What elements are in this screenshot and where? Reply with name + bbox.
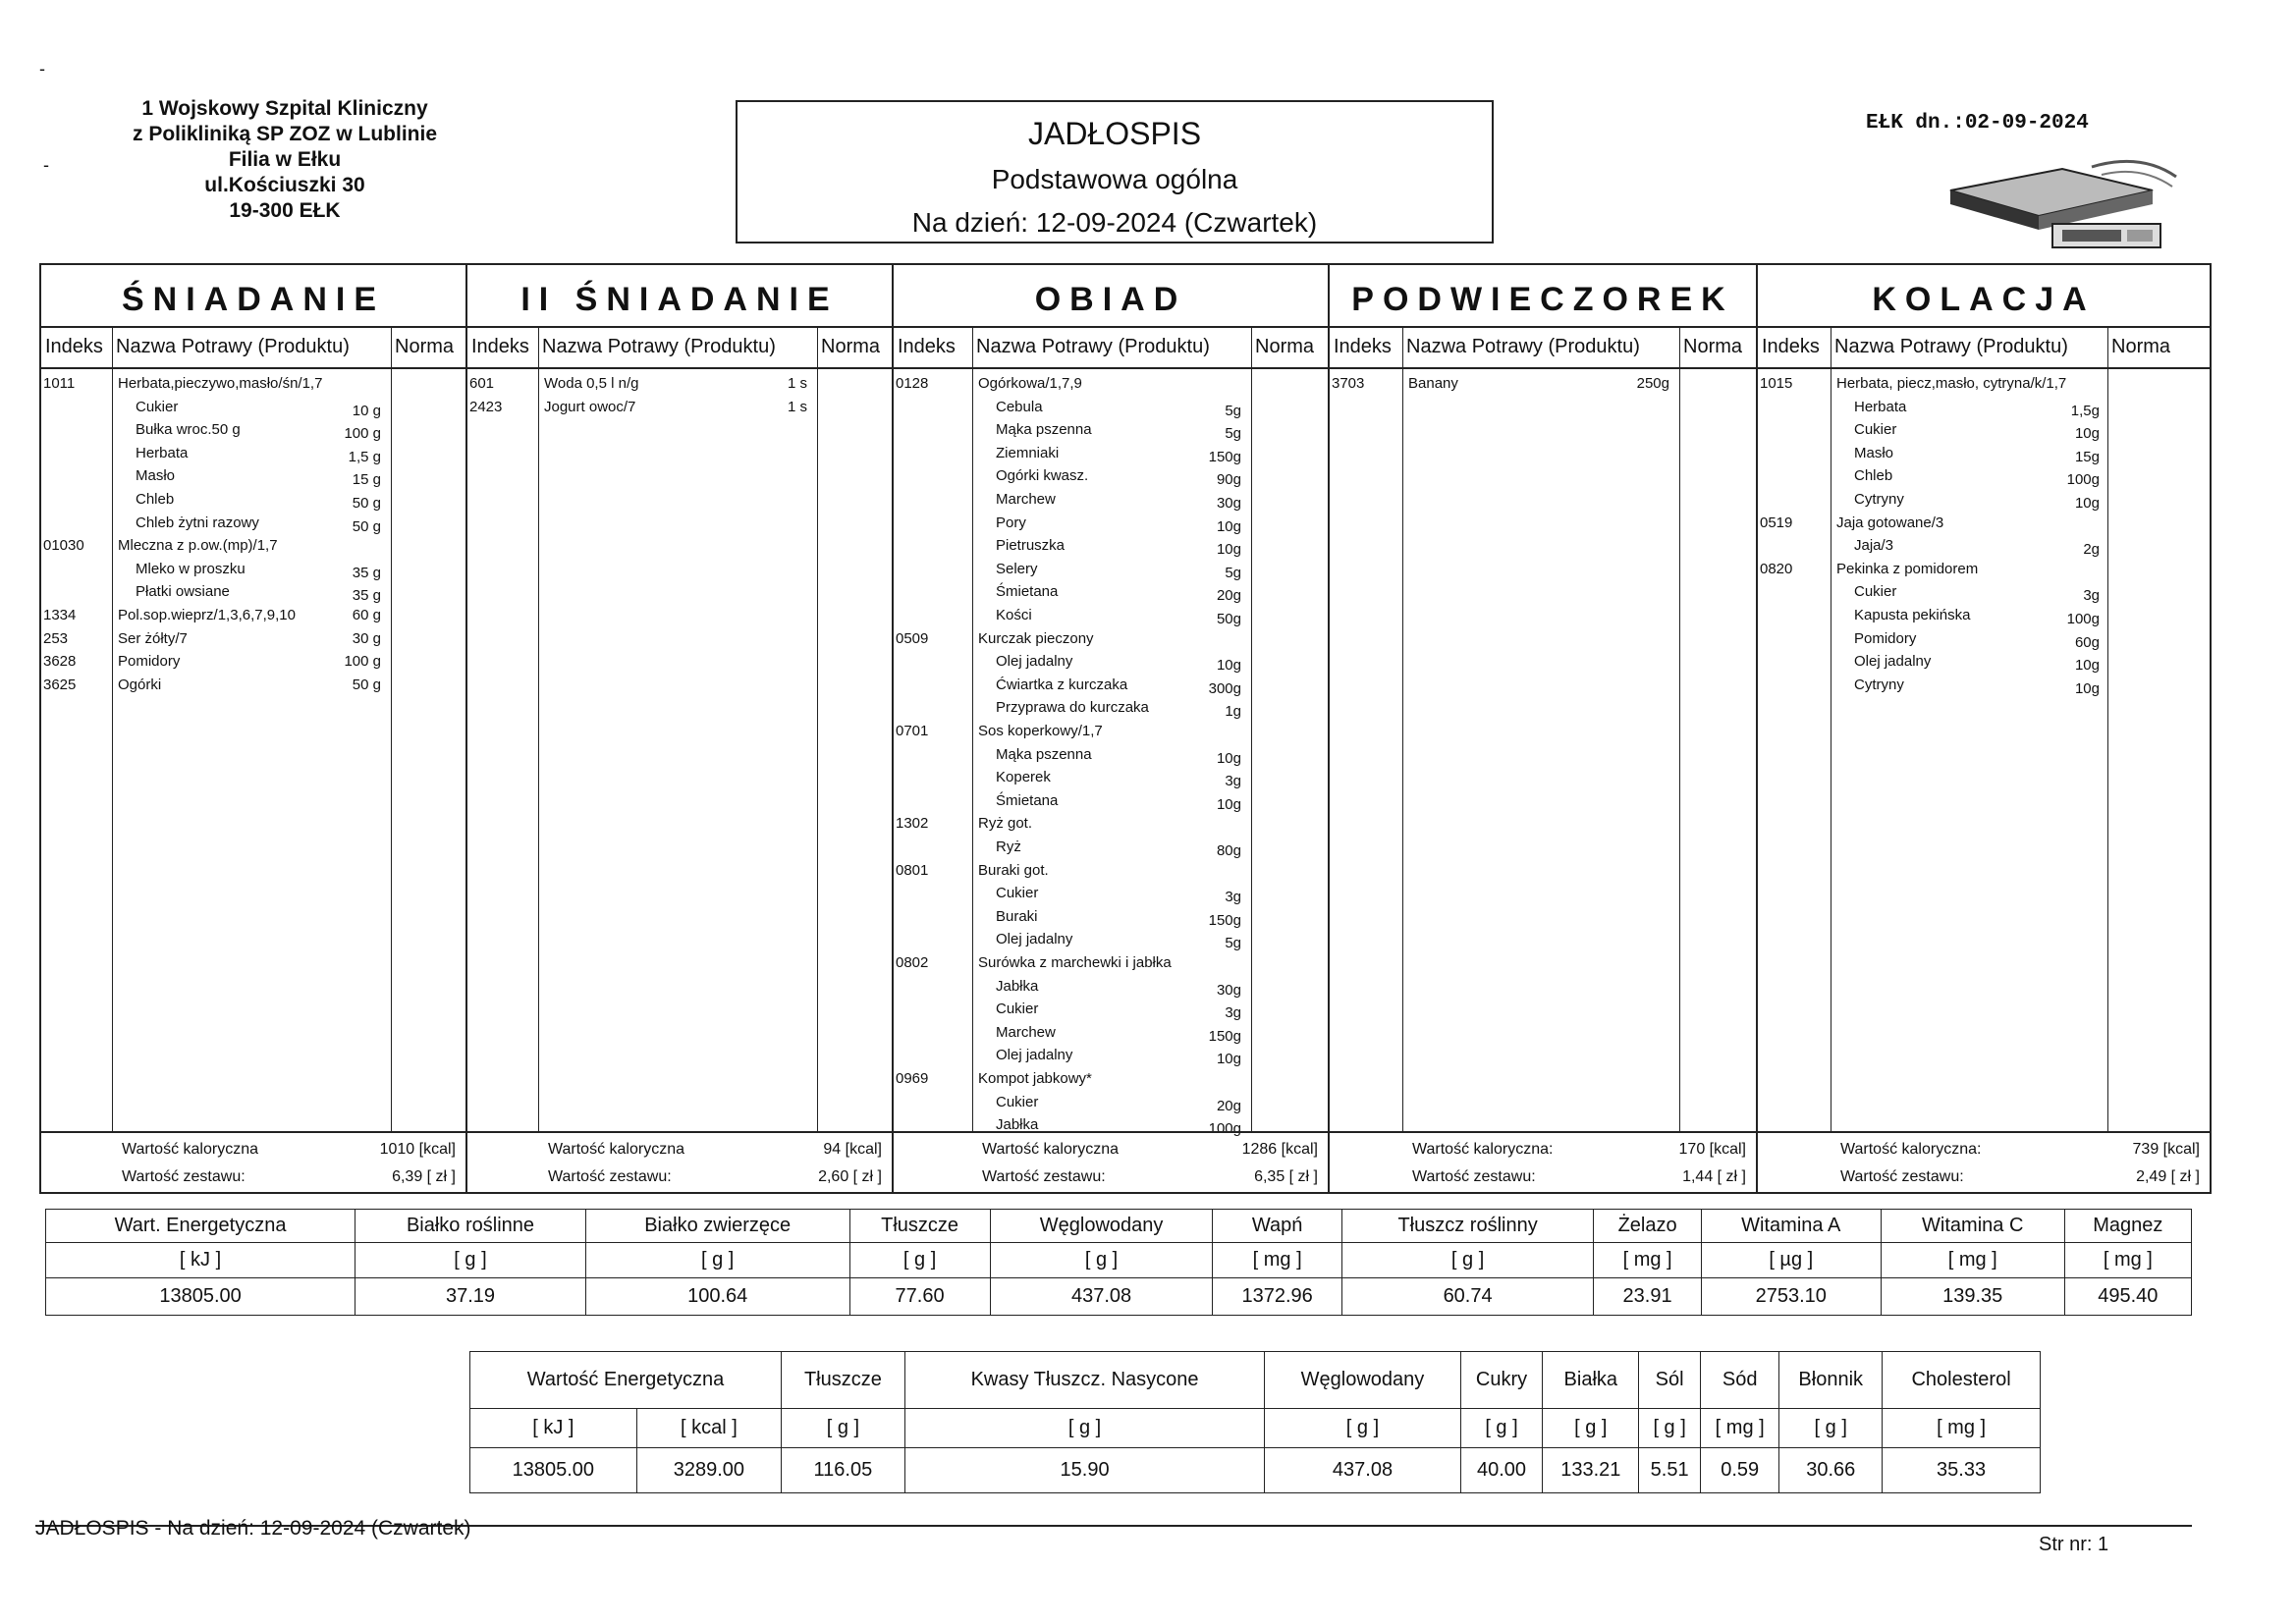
nutrition-cell: Żelazo bbox=[1594, 1210, 1701, 1243]
item-index: 601 bbox=[469, 375, 495, 392]
nutrition-cell: [ kJ ] bbox=[470, 1409, 637, 1448]
item-norm: 15 g bbox=[352, 471, 381, 489]
item-name: Jabłka bbox=[996, 977, 1039, 995]
item-name: Cukier bbox=[996, 1093, 1039, 1110]
item-name: Jaja gotowane/3 bbox=[1836, 514, 1944, 531]
summary-cost: 2,60 [ zł ] bbox=[818, 1168, 882, 1185]
item-name: Cukier bbox=[996, 885, 1039, 902]
hospital-line: z Polikliniką SP ZOZ w Lublinie bbox=[133, 123, 437, 145]
column-headers bbox=[1758, 326, 2210, 369]
meal-title: OBIAD bbox=[894, 265, 1328, 328]
item-name: Olej jadalny bbox=[996, 653, 1073, 671]
nutrition-cell: 3289.00 bbox=[636, 1448, 781, 1493]
column-header-index: Indeks bbox=[1762, 336, 1820, 357]
nutrition-cell: 437.08 bbox=[990, 1278, 1213, 1316]
meal-column bbox=[1330, 265, 1758, 1192]
print-date: EŁK dn.:02-09-2024 bbox=[1866, 112, 2089, 135]
column-headers bbox=[467, 326, 892, 369]
column-headers bbox=[1330, 326, 1756, 369]
item-name: Kompot jabkowy* bbox=[978, 1070, 1092, 1087]
nutrition-cell: [ mg ] bbox=[1213, 1243, 1341, 1278]
item-name: Marchew bbox=[996, 1023, 1056, 1041]
summary-kcal: 739 [kcal] bbox=[2132, 1141, 2200, 1158]
nutrition-cell: [ mg ] bbox=[1594, 1243, 1701, 1278]
nutrition-cell: Tłuszcze bbox=[782, 1352, 905, 1409]
item-name: Ćwiartka z kurczaka bbox=[996, 676, 1128, 693]
nutrition-cell: 495.40 bbox=[2064, 1278, 2191, 1316]
item-norm: 3g bbox=[1225, 1004, 1241, 1022]
item-index: 0801 bbox=[896, 861, 929, 879]
item-norm: 20g bbox=[1216, 587, 1241, 605]
nutrition-cell: Kwasy Tłuszcz. Nasycone bbox=[904, 1352, 1265, 1409]
item-norm: 30g bbox=[1216, 495, 1241, 512]
item-name: Bułka wroc.50 g bbox=[136, 421, 241, 439]
nutrition-cell: Błonnik bbox=[1779, 1352, 1883, 1409]
item-norm: 150g bbox=[1208, 1027, 1241, 1045]
item-name: Cebula bbox=[996, 398, 1043, 415]
item-index: 1015 bbox=[1760, 375, 1793, 392]
nutrition-cell: [ g ] bbox=[355, 1243, 586, 1278]
column-divider bbox=[1251, 326, 1252, 1131]
meal-title: KOLACJA bbox=[1758, 265, 2210, 328]
item-norm: 10g bbox=[2074, 679, 2100, 697]
item-norm: 10g bbox=[1216, 517, 1241, 535]
nutrition-cell: 13805.00 bbox=[46, 1278, 355, 1316]
item-name: Ryż got. bbox=[978, 815, 1033, 833]
item-index: 0802 bbox=[896, 954, 929, 971]
item-norm: 1 s bbox=[787, 375, 807, 392]
meal-title: II ŚNIADANIE bbox=[467, 265, 892, 328]
nutrition-cell: [ mg ] bbox=[1881, 1243, 2064, 1278]
title-box bbox=[736, 100, 1494, 243]
item-name: Masło bbox=[1854, 444, 1894, 461]
summary-kcal: 94 [kcal] bbox=[823, 1141, 882, 1158]
item-index: 1011 bbox=[43, 375, 76, 392]
nutrition-cell: [ g ] bbox=[849, 1243, 990, 1278]
nutrition-cell: Białko roślinne bbox=[355, 1210, 586, 1243]
column-divider bbox=[817, 326, 818, 1131]
column-header-name: Nazwa Potrawy (Produktu) bbox=[116, 336, 350, 357]
nutrition-cell: 40.00 bbox=[1460, 1448, 1543, 1493]
summary-kcal-label: Wartość kaloryczna bbox=[122, 1141, 258, 1158]
column-header-index: Indeks bbox=[1334, 336, 1392, 357]
item-name: Selery bbox=[996, 560, 1038, 577]
nutrition-cell: [ mg ] bbox=[2064, 1243, 2191, 1278]
item-name: Mąka pszenna bbox=[996, 745, 1092, 763]
item-norm: 50g bbox=[1216, 611, 1241, 627]
item-norm: 60 g bbox=[352, 607, 381, 623]
item-norm: 10g bbox=[2074, 657, 2100, 675]
nutrition-cell: 2753.10 bbox=[1701, 1278, 1881, 1316]
item-index: 1302 bbox=[896, 815, 929, 833]
item-norm: 10g bbox=[1216, 541, 1241, 559]
item-norm: 1,5g bbox=[2070, 402, 2100, 419]
nutrition-cell: [ kJ ] bbox=[46, 1243, 355, 1278]
item-index: 253 bbox=[43, 629, 69, 647]
summary-cost-label: Wartość zestawu: bbox=[982, 1168, 1106, 1185]
nutrition-cell: [ g ] bbox=[1639, 1409, 1701, 1448]
item-norm: 10g bbox=[1216, 1051, 1241, 1068]
item-norm: 30g bbox=[1216, 981, 1241, 999]
item-norm: 3g bbox=[1225, 889, 1241, 906]
nutrition-cell: 77.60 bbox=[849, 1278, 990, 1316]
summary-kcal-label: Wartość kaloryczna: bbox=[1840, 1141, 1982, 1158]
summary-kcal: 1286 [kcal] bbox=[1241, 1141, 1318, 1158]
item-name: Jaja/3 bbox=[1854, 537, 1894, 555]
column-header-norm: Norma bbox=[1255, 336, 1315, 357]
item-norm: 50 g bbox=[352, 495, 381, 512]
item-name: Cukier bbox=[1854, 583, 1897, 601]
meal-summary bbox=[1758, 1131, 2210, 1194]
column-divider bbox=[391, 326, 392, 1131]
item-norm: 5g bbox=[1225, 564, 1241, 581]
item-name: Mąka pszenna bbox=[996, 421, 1092, 439]
nutrition-cell: Witamina C bbox=[1881, 1210, 2064, 1243]
meal-summary bbox=[894, 1131, 1328, 1194]
item-norm: 5g bbox=[1225, 402, 1241, 419]
nutrition-cell-energy-header: Wartość Energetyczna bbox=[470, 1352, 782, 1409]
item-name: Cytryny bbox=[1854, 491, 1904, 508]
nutrition-cell: Sól bbox=[1639, 1352, 1701, 1409]
item-index: 0128 bbox=[896, 375, 929, 392]
column-divider bbox=[1402, 326, 1403, 1131]
item-name: Sos koperkowy/1,7 bbox=[978, 723, 1103, 739]
item-norm: 15g bbox=[2074, 448, 2100, 465]
item-norm: 300g bbox=[1208, 679, 1241, 697]
item-norm: 10g bbox=[2074, 495, 2100, 512]
column-divider bbox=[972, 326, 973, 1131]
item-name: Ogórkowa/1,7,9 bbox=[978, 375, 1082, 392]
summary-cost: 6,35 [ zł ] bbox=[1254, 1168, 1318, 1185]
item-name: Olej jadalny bbox=[996, 931, 1073, 948]
nutrition-cell: Węglowodany bbox=[1265, 1352, 1460, 1409]
nutrition-cell: [ mg ] bbox=[1883, 1409, 2041, 1448]
nutrition-table-summary bbox=[469, 1351, 2041, 1493]
item-norm: 35 g bbox=[352, 564, 381, 581]
item-index: 0701 bbox=[896, 723, 929, 739]
meal-column bbox=[41, 265, 467, 1192]
nutrition-cell: Magnez bbox=[2064, 1210, 2191, 1243]
item-name: Śmietana bbox=[996, 583, 1059, 601]
summary-cost: 2,49 [ zł ] bbox=[2136, 1168, 2200, 1185]
nutrition-cell: Węglowodany bbox=[990, 1210, 1213, 1243]
item-index: 3703 bbox=[1332, 375, 1365, 392]
item-norm: 100 g bbox=[344, 425, 381, 443]
item-name: Olej jadalny bbox=[1854, 653, 1932, 671]
item-name: Śmietana bbox=[996, 791, 1059, 809]
nutrition-cell: 15.90 bbox=[904, 1448, 1265, 1493]
item-name: Koperek bbox=[996, 769, 1051, 786]
item-name: Ryż bbox=[996, 839, 1021, 855]
item-name: Kurczak pieczony bbox=[978, 629, 1094, 647]
nutrition-table-main bbox=[45, 1209, 2192, 1316]
meal-title: PODWIECZOREK bbox=[1330, 265, 1756, 328]
summary-kcal: 170 [kcal] bbox=[1678, 1141, 1746, 1158]
menu-table bbox=[39, 263, 2212, 1194]
column-header-name: Nazwa Potrawy (Produktu) bbox=[976, 336, 1210, 357]
item-norm: 60g bbox=[2074, 633, 2100, 651]
item-index: 01030 bbox=[43, 537, 84, 555]
item-name: Cytryny bbox=[1854, 676, 1904, 693]
item-norm: 2g bbox=[2083, 541, 2100, 559]
nutrition-cell: [ g ] bbox=[990, 1243, 1213, 1278]
summary-kcal: 1010 [kcal] bbox=[379, 1141, 456, 1158]
nutrition-cell: Białko zwierzęce bbox=[585, 1210, 849, 1243]
item-name: Chleb bbox=[1854, 467, 1893, 485]
column-divider bbox=[1679, 326, 1680, 1131]
margin-mark: - bbox=[39, 59, 45, 79]
summary-kcal-label: Wartość kaloryczna bbox=[982, 1141, 1119, 1158]
hospital-line: 1 Wojskowy Szpital Kliniczny bbox=[141, 97, 428, 120]
item-name: Buraki got. bbox=[978, 861, 1049, 879]
item-index: 3625 bbox=[43, 676, 77, 693]
item-name: Ogórki bbox=[118, 676, 162, 693]
nutrition-cell: 37.19 bbox=[355, 1278, 586, 1316]
meal-column bbox=[894, 265, 1330, 1192]
item-norm: 1 s bbox=[787, 398, 807, 415]
nutrition-cell: Sód bbox=[1701, 1352, 1779, 1409]
item-name: Olej jadalny bbox=[996, 1047, 1073, 1064]
nutrition-cell: Tłuszcze bbox=[849, 1210, 990, 1243]
document-date: Na dzień: 12-09-2024 (Czwartek) bbox=[911, 207, 1318, 238]
item-index: 1334 bbox=[43, 607, 77, 623]
nutrition-cell: [ g ] bbox=[1779, 1409, 1883, 1448]
item-norm: 50 g bbox=[352, 676, 381, 693]
item-name: Mleko w proszku bbox=[136, 560, 246, 577]
item-index: 0509 bbox=[896, 629, 929, 647]
summary-cost: 1,44 [ zł ] bbox=[1682, 1168, 1746, 1185]
nutrition-cell: 13805.00 bbox=[470, 1448, 637, 1493]
column-divider bbox=[112, 326, 113, 1131]
item-norm: 80g bbox=[1216, 842, 1241, 859]
document-title: JADŁOSPIS bbox=[1027, 116, 1202, 151]
item-name: Woda 0,5 l n/g bbox=[544, 375, 639, 392]
book-computer-icon bbox=[1944, 147, 2180, 255]
item-norm: 30 g bbox=[352, 629, 381, 647]
nutrition-cell: [ g ] bbox=[1341, 1243, 1594, 1278]
summary-cost-label: Wartość zestawu: bbox=[122, 1168, 246, 1185]
item-name: Buraki bbox=[996, 907, 1038, 925]
item-norm: 150g bbox=[1208, 911, 1241, 929]
nutrition-cell: 1372.96 bbox=[1213, 1278, 1341, 1316]
item-norm: 3g bbox=[2083, 587, 2100, 605]
nutrition-cell: Wapń bbox=[1213, 1210, 1341, 1243]
column-divider bbox=[2107, 326, 2108, 1131]
nutrition-cell: [ g ] bbox=[904, 1409, 1265, 1448]
nutrition-cell: 30.66 bbox=[1779, 1448, 1883, 1493]
item-index: 3628 bbox=[43, 653, 77, 671]
item-index: 2423 bbox=[469, 398, 503, 415]
column-headers bbox=[41, 326, 465, 369]
nutrition-cell: [ mg ] bbox=[1701, 1409, 1779, 1448]
nutrition-cell: [ g ] bbox=[782, 1409, 905, 1448]
meal-summary bbox=[41, 1131, 465, 1194]
column-header-name: Nazwa Potrawy (Produktu) bbox=[1406, 336, 1640, 357]
item-name: Marchew bbox=[996, 491, 1056, 508]
nutrition-cell: 139.35 bbox=[1881, 1278, 2064, 1316]
item-norm: 10g bbox=[2074, 425, 2100, 443]
item-norm: 1g bbox=[1225, 703, 1241, 721]
item-name: Chleb żytni razowy bbox=[136, 514, 259, 531]
hospital-line: ul.Kościuszki 30 bbox=[204, 174, 365, 196]
margin-mark: - bbox=[43, 155, 49, 175]
item-name: Pomidory bbox=[118, 653, 181, 671]
nutrition-cell: Cukry bbox=[1460, 1352, 1543, 1409]
hospital-line: 19-300 EŁK bbox=[229, 199, 341, 222]
nutrition-cell: 23.91 bbox=[1594, 1278, 1701, 1316]
item-norm: 10g bbox=[1216, 749, 1241, 767]
nutrition-cell: 100.64 bbox=[585, 1278, 849, 1316]
item-name: Płatki owsiane bbox=[136, 583, 230, 601]
column-headers bbox=[894, 326, 1328, 369]
column-header-norm: Norma bbox=[395, 336, 455, 357]
nutrition-cell: 60.74 bbox=[1341, 1278, 1594, 1316]
nutrition-cell: 116.05 bbox=[782, 1448, 905, 1493]
nutrition-cell: [ g ] bbox=[1460, 1409, 1543, 1448]
item-norm: 100g bbox=[2066, 471, 2100, 489]
column-header-norm: Norma bbox=[2111, 336, 2171, 357]
summary-cost-label: Wartość zestawu: bbox=[548, 1168, 672, 1185]
item-name: Pekinka z pomidorem bbox=[1836, 560, 1979, 577]
item-norm: 20g bbox=[1216, 1097, 1241, 1114]
item-norm: 5g bbox=[1225, 425, 1241, 443]
item-norm: 250g bbox=[1636, 375, 1669, 392]
hospital-line: Filia w Ełku bbox=[228, 148, 342, 171]
column-header-norm: Norma bbox=[1683, 336, 1743, 357]
nutrition-cell: 35.33 bbox=[1883, 1448, 2041, 1493]
item-name: Pory bbox=[996, 514, 1026, 531]
column-header-index: Indeks bbox=[898, 336, 956, 357]
item-name: Cukier bbox=[996, 1001, 1039, 1018]
summary-cost-label: Wartość zestawu: bbox=[1412, 1168, 1536, 1185]
item-name: Chleb bbox=[136, 491, 175, 508]
item-name: Pol.sop.wieprz/1,3,6,7,9,10 bbox=[118, 607, 296, 623]
item-name: Cukier bbox=[136, 398, 179, 415]
item-norm: 35 g bbox=[352, 587, 381, 605]
meal-column bbox=[1758, 265, 2210, 1192]
page-number: Str nr: 1 bbox=[2039, 1534, 2109, 1555]
item-name: Pietruszka bbox=[996, 537, 1066, 555]
nutrition-cell: Wart. Energetyczna bbox=[46, 1210, 355, 1243]
item-norm: 10g bbox=[1216, 657, 1241, 675]
item-norm: 100 g bbox=[344, 653, 381, 671]
item-norm: 100g bbox=[2066, 611, 2100, 627]
summary-kcal-label: Wartość kaloryczna: bbox=[1412, 1141, 1554, 1158]
document-subtitle: Podstawowa ogólna bbox=[991, 164, 1238, 194]
nutrition-cell: [ g ] bbox=[1543, 1409, 1639, 1448]
item-name: Herbata,pieczywo,masło/śn/1,7 bbox=[118, 375, 323, 392]
item-norm: 10 g bbox=[352, 402, 381, 419]
item-name: Cukier bbox=[1854, 421, 1897, 439]
item-norm: 150g bbox=[1208, 448, 1241, 465]
item-name: Herbata bbox=[1854, 398, 1907, 415]
item-name: Jabłka bbox=[996, 1116, 1039, 1134]
item-norm: 90g bbox=[1216, 471, 1241, 489]
column-divider bbox=[538, 326, 539, 1131]
nutrition-cell: Witamina A bbox=[1701, 1210, 1881, 1243]
hospital-address bbox=[98, 96, 471, 224]
item-name: Herbata bbox=[136, 444, 189, 461]
item-name: Jogurt owoc/7 bbox=[544, 398, 636, 415]
summary-cost-label: Wartość zestawu: bbox=[1840, 1168, 1964, 1185]
nutrition-cell: 5.51 bbox=[1639, 1448, 1701, 1493]
item-name: Herbata, piecz,masło, cytryna/k/1,7 bbox=[1836, 375, 2067, 392]
item-norm: 100g bbox=[1208, 1120, 1241, 1138]
summary-cost: 6,39 [ zł ] bbox=[392, 1168, 456, 1185]
summary-kcal-label: Wartość kaloryczna bbox=[548, 1141, 684, 1158]
item-index: 0820 bbox=[1760, 560, 1793, 577]
column-header-name: Nazwa Potrawy (Produktu) bbox=[542, 336, 776, 357]
item-name: Pomidory bbox=[1854, 629, 1917, 647]
meal-summary bbox=[467, 1131, 892, 1194]
item-norm: 3g bbox=[1225, 773, 1241, 790]
column-header-index: Indeks bbox=[45, 336, 103, 357]
item-norm: 10g bbox=[1216, 795, 1241, 813]
nutrition-cell: 437.08 bbox=[1265, 1448, 1460, 1493]
column-header-norm: Norma bbox=[821, 336, 881, 357]
column-header-index: Indeks bbox=[471, 336, 529, 357]
item-name: Ziemniaki bbox=[996, 444, 1060, 461]
item-name: Ser żółty/7 bbox=[118, 629, 188, 647]
nutrition-cell: 133.21 bbox=[1543, 1448, 1639, 1493]
column-header-name: Nazwa Potrawy (Produktu) bbox=[1834, 336, 2068, 357]
footer-text: JADŁOSPIS - Na dzień: 12-09-2024 (Czwartek) bbox=[35, 1517, 471, 1540]
item-name: Kapusta pekińska bbox=[1854, 607, 1971, 623]
meal-column bbox=[467, 265, 894, 1192]
nutrition-cell: [ g ] bbox=[1265, 1409, 1460, 1448]
nutrition-cell: Cholesterol bbox=[1883, 1352, 2041, 1409]
nutrition-cell: [ µg ] bbox=[1701, 1243, 1881, 1278]
item-norm: 50 g bbox=[352, 517, 381, 535]
item-name: Masło bbox=[136, 467, 176, 485]
meal-summary bbox=[1330, 1131, 1756, 1194]
nutrition-cell: [ kcal ] bbox=[636, 1409, 781, 1448]
item-name: Przyprawa do kurczaka bbox=[996, 699, 1149, 717]
nutrition-cell: [ g ] bbox=[585, 1243, 849, 1278]
item-index: 0519 bbox=[1760, 514, 1793, 531]
item-name: Ogórki kwasz. bbox=[996, 467, 1089, 485]
item-norm: 5g bbox=[1225, 935, 1241, 952]
item-index: 0969 bbox=[896, 1070, 929, 1087]
nutrition-cell: Tłuszcz roślinny bbox=[1341, 1210, 1594, 1243]
item-name: Kości bbox=[996, 607, 1032, 623]
item-name: Surówka z marchewki i jabłka bbox=[978, 954, 1172, 971]
nutrition-cell: Białka bbox=[1543, 1352, 1639, 1409]
item-norm: 1,5 g bbox=[348, 448, 381, 465]
meal-title: ŚNIADANIE bbox=[41, 265, 465, 328]
nutrition-cell: 0.59 bbox=[1701, 1448, 1779, 1493]
item-name: Banany bbox=[1408, 375, 1458, 392]
item-name: Mleczna z p.ow.(mp)/1,7 bbox=[118, 537, 278, 555]
